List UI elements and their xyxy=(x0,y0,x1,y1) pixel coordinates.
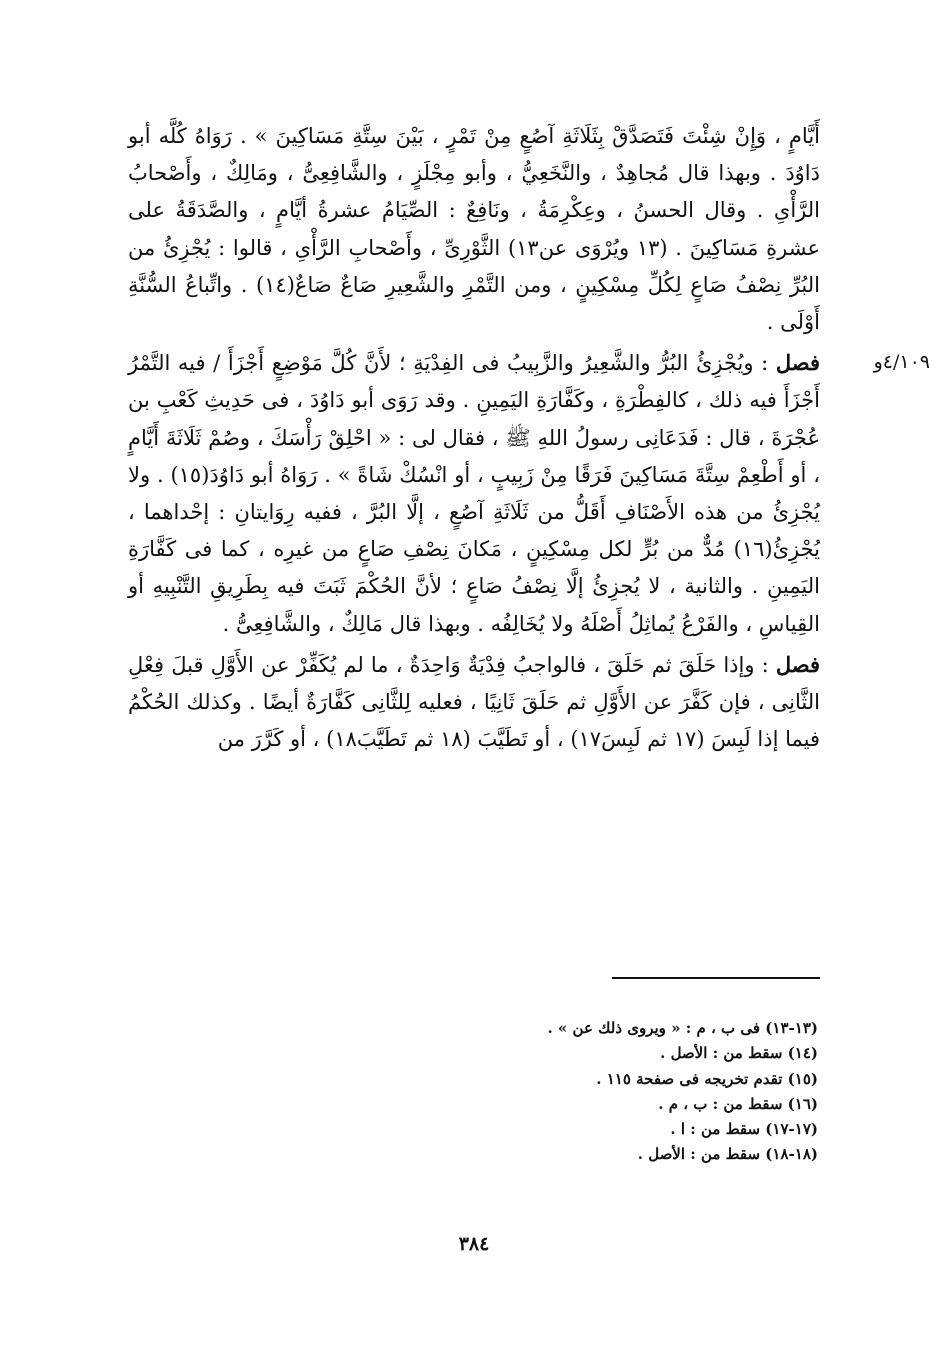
section-3 xyxy=(128,646,820,759)
footnote: (١٤) سقط من : الأصل . xyxy=(660,1044,818,1063)
footnote: (١٧-١٧) سقط من : ا . xyxy=(670,1120,818,1139)
footnote: (١٨-١٨) سقط من : الأصل . xyxy=(637,1145,818,1164)
margin-reference: ٤/١٠٩و xyxy=(873,351,930,374)
footnote: (١٦) سقط من : ب ، م . xyxy=(658,1094,818,1113)
section-3-text: : وإذا حَلَقَ ثم حَلَقَ ، فالواجبُ فِدْيَةٌ وَاحِدَةٌ ، ما لم يُكَفِّرْ عن الأَوَّلِ قبلَ فِعْلِ الثَّانِى ، فإن كَفَّرَ عن الأَوَّلِ ثم حَلَقَ ثَانِيًا ، فعليه لِلثَّانِى كَفَّارَةٌ أيضًا . وكذلك الحُكْمُ فيما إذا لَبِسَ (١٧ ثم لَبِسَ١٧) ، أو تَطَيَّبَ (١٨ ثم تَطَيَّبَ١٨) ، أو كَرَّرَ من xyxy=(128,652,820,752)
footnote: (١٣-١٣) فى ب ، م : « ويروى ذلك عن » . xyxy=(547,1019,818,1037)
section-2-text: : ويُجْزِئُ البُرُّ والشَّعِيرُ والزَّبِيبُ فى الفِدْيَةِ ؛ لأَنَّ كُلَّ مَوْضِعٍ أَجْزَأَ / فيه التَّمْرُ أَجْزَأَ فيه ذلك ، كالفِطْرَةِ ، وكَفَّارَةِ اليَمِينِ . وقد رَوَى أبو دَاوُدَ ، فى حَدِيثِ كَعْبِ بن عُجْرَةَ ، قال : فَدَعَانِى رسولُ اللهِ ﷺ ، فقال لى : « احْلِقْ رَأْسَكَ ، وصُمْ ثَلَاثَةَ أَيَّامٍ ، أو أَطْعِمْ سِتَّةَ مَسَاكِينَ فَرَقًا مِنْ زَبِيبٍ ، أو انْسُكْ شَاةً » . رَوَاهُ أبو دَاوُدَ(١٥) . ولا يُجْزِئُ من هذه الأَصْنَافِ أَقَلُّ من ثَلَاثَةِ آصُعٍ ، إلَّا البُرَّ ، ففيه رِوَايتانِ : إحْداهما ، يُجْزِئُ(١٦) مُدٌّ من بُرٍّ لكل مِسْكِينٍ ، مَكانَ نِصْفِ صَاعٍ من غيرِه ، كما فى كَفَّارَةِ اليَمِينِ . والثانية ، لا يُجزِئُ إلَّا نِصْفُ صَاعٍ ؛ لأنَّ الحُكْمَ ثَبَتَ فيه بِطَرِيقِ التَّنْبِيهِ أو القِياسِ ، والفَرْعُ يُماثِلُ أَصْلَهُ ولا يُخَالِفُه . وبهذا قال مَالِكٌ ، والشَّافِعِىُّ . xyxy=(128,351,820,636)
section-2 xyxy=(128,344,930,643)
paragraph-1-text: أَيَّامٍ ، وَإِنْ شِئْتَ فَتَصَدَّقْ بِثَلَاثَةِ آصُعٍ مِنْ تَمْرٍ ، بَيْنَ سِتَّةِ مَسَاكِينَ » . رَوَاهُ كُلَّه أبو دَاوُدَ . وبهذا قال مُجاهِدٌ ، والنَّخَعِيُّ ، وأبو مِجْلَزٍ ، والشَّافِعِىُّ ، ومَالِكٌ ، وأَصْحابُ الرَّأْىِ . وقال الحسنُ ، وعِكْرِمَةُ ، ونَافِعٌ : الصِّيَامُ عشرةُ أيَّامٍ ، والصَّدَقَةُ على عشرةِ مَسَاكِينَ . (١٣ ويُرْوَى عن١٣) الثَّوْرِىِّ ، وأَصْحابِ الرَّأْىِ ، قالوا : يُجْزِئُ من البُرِّ نِصْفُ صَاعٍ لِكُلِّ مِسْكِينٍ ، ومن التَّمْرِ والشَّعِيرِ صَاعٌ صَاعٌ(١٤) . واتِّباعُ السُّنَّةِ أَوْلَى . xyxy=(128,124,821,335)
footnote-divider xyxy=(612,977,820,979)
paragraph-1 xyxy=(128,118,820,341)
main-text xyxy=(128,118,930,758)
section-2-label: فصل xyxy=(775,350,820,376)
footnotes xyxy=(418,1016,818,1168)
footnote: (١٥) تقدم تخريجه فى صفحة ١١٥ . xyxy=(596,1069,818,1088)
page-number: ٣٨٤ xyxy=(458,1233,490,1255)
section-3-label: فصل xyxy=(775,651,820,677)
